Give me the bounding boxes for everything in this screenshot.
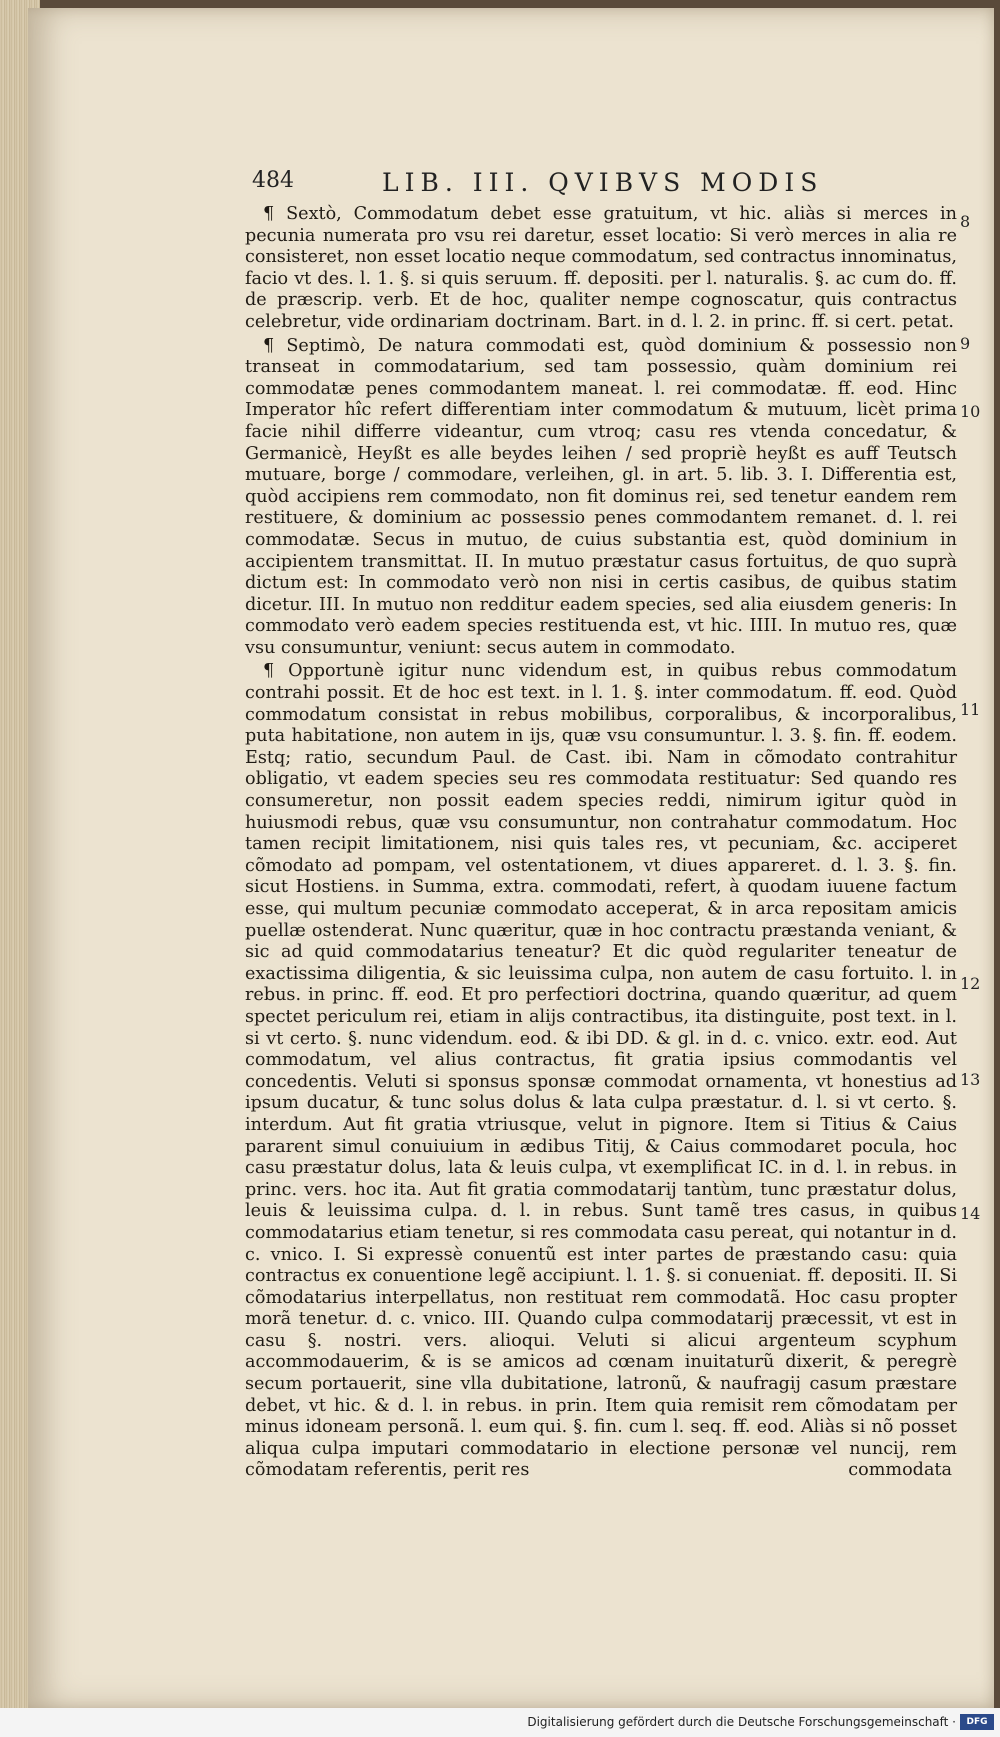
main-text	[245, 204, 957, 1482]
page-number: 484	[252, 168, 294, 193]
margin-note: 11	[960, 700, 981, 719]
margin-note: 14	[960, 1204, 981, 1223]
running-title: LIB. III. QVIBVS MODIS	[382, 168, 824, 197]
paragraph-opportune: ¶ Opportunè igitur nunc videndum est, in quibus rebus commodatum contrahi possit. Et de hoc est text. in l. 1. §. inter commodatum. ff. eod. Quòd commodatum consistat in rebus mobilibus, corporalibus, & incorporalibus, puta habitatione, non autem in ijs, quæ vsu consumuntur. l. 3. §. fin. ff. eodem. Estq; ratio, secundum Paul. de Cast. ibi. Nam in cõmodato contrahitur obligatio, vt eadem species seu res commodata restituatur: Sed quando res consumeretur, non possit eadem species reddi, nimirum igitur quòd in huiusmodi rebus, quæ vsu consumuntur, non contrahatur commodatum. Hoc tamen recipit limitationem, nisi quis tales res, vt pecuniam, &c. acciperet cõmodato ad pompam, vel ostentationem, vt diues appareret. d. l. 3. §. fin. sicut Hostiens. in Summa, extra. commodati, refert, à quodam iuuene factum esse, qui multum pecuniæ commodato acceperat, & in arca repositam amicis puellæ ostenderat. Nunc quæritur, quæ in hoc contractu præstanda veniant, & sic ad quid commodatarius teneatur? Et dic quòd regulariter teneatur de exactissima diligentia, & sic leuissima culpa, non autem de casu fortuito. l. in rebus. in princ. ff. eod. Et pro perfectiori doctrina, quando quæritur, ad quem spectet periculum rei, etiam in alijs contractibus, ita distinguite, post text. in l. si vt certo. §. nunc videndum. eod. & ibi DD. & gl. in d. c. vnico. extr. eod. Aut commodatum, vel alius contractus, fit gratia ipsius commodantis vel concedentis. Veluti si sponsus sponsæ commodat ornamenta, vt honestius ad ipsum ducatur, & tunc solus dolus & lata culpa præstatur. d. l. si vt certo. §. interdum. Aut fit gratia vtriusque, velut in pignore. Item si Titius & Caius pararent simul conuiuium in ædibus Titij, & Caius commodaret pocula, hoc casu præstatur dolus, lata & leuis culpa, vt exemplificat IC. in d. l. in rebus. in princ. vers. hoc ita. Aut fit gratia commodatarij tantùm, tunc præstatur dolus, leuis & leuissima culpa. d. l. in rebus. Sunt tamẽ tres casus, in quibus commodatarius etiam tenetur, si res commodata casu pereat, qui notantur in d. c. vnico. I. Si expressè conuentũ est inter partes de præstando casu: quia contractus ex conuentione legẽ accipiunt. l. 1. §. si conueniat. ff. depositi. II. Si cõmodatarius interpellatus, non restituat rem commodatã. Hoc casu propter morã tenetur. d. c. vnico. III. Quando culpa commodatarij præcessit, vt est in casu §. nostri. vers. alioqui. Veluti si alicui argenteum scyphum accommodauerim, & is se amicos ad cœnam inuitaturũ dixerit, & peregrè secum portauerit, sine vlla dubitatione, latronũ, & naufragij casum præstare debet, vt hic. & d. l. in rebus. in prin. Item quia remisit rem cõmodatam per minus idoneam personã. l. eum qui. §. fin. cum l. seq. ff. eod. Aliàs si nõ posset aliqua culpa imputari commodatario in electione personæ vel nuncij, rem cõmodatam referentis, perit res	[245, 661, 957, 1481]
dfg-logo: DFG	[960, 1714, 994, 1730]
margin-notes	[960, 204, 990, 1504]
footer-credit: Digitalisierung gefördert durch die Deutsche Forschungsgemeinschaft ·	[527, 1715, 956, 1729]
paragraph-septimo: ¶ Septimò, De natura commodati est, quòd dominium & possessio non transeat in commodatarium, sed tam possessio, quàm dominium rei commodatæ penes commodantem maneat. l. rei commodatæ. ff. eod. Hinc Imperator hîc refert differentiam inter commodatum & mutuum, licèt prima facie nihil differre videantur, cum vtroq; casu res vtenda concedatur, & Germanicè, Heyßt es alle beydes leihen / sed propriè heyßt es auff Teutsch mutuare, borge / commodare, verleihen, gl. in art. 5. lib. 3. I. Differentia est, quòd accipiens rem commodato, non fit dominus rei, sed tenetur eandem rem restituere, & dominium ac possessio penes commodantem remanet. d. l. rei commodatæ. Secus in mutuo, de cuius substantia est, quòd dominium in accipientem transmittat. II. In mutuo præstatur casus fortuitus, de quo suprà dictum est: In commodato verò non nisi in certis casibus, de quibus statim dicetur. III. In mutuo non redditur eadem species, sed alia eiusdem generis: In commodato verò eadem species restituenda est, vt hic. IIII. In mutuo res, quæ vsu consumuntur, veniunt: secus autem in commodato.	[245, 335, 957, 658]
margin-note: 8	[960, 212, 971, 231]
margin-note: 13	[960, 1070, 981, 1089]
margin-note: 9	[960, 334, 971, 353]
footer-bar	[0, 1708, 1000, 1737]
catchword: commodata	[848, 1460, 952, 1480]
margin-note: 12	[960, 974, 981, 993]
paragraph-sexto: ¶ Sextò, Commodatum debet esse gratuitum, vt hic. aliàs si merces in pecunia numerata pro vsu rei daretur, esset locatio: Si verò merces in alia re consisteret, non esset locatio neque commodatum, sed contractus innominatus, facio vt des. l. 1. §. si quis seruum. ff. depositi. per l. naturalis. §. ac cum do. ff. de præscrip. verb. Et de hoc, qualiter nempe cognoscatur, quis contractus celebretur, vide ordinariam doctrinam. Bart. in d. l. 2. in princ. ff. si cert. petat.	[245, 204, 957, 332]
margin-note: 10	[960, 402, 981, 421]
page-header	[222, 168, 942, 200]
